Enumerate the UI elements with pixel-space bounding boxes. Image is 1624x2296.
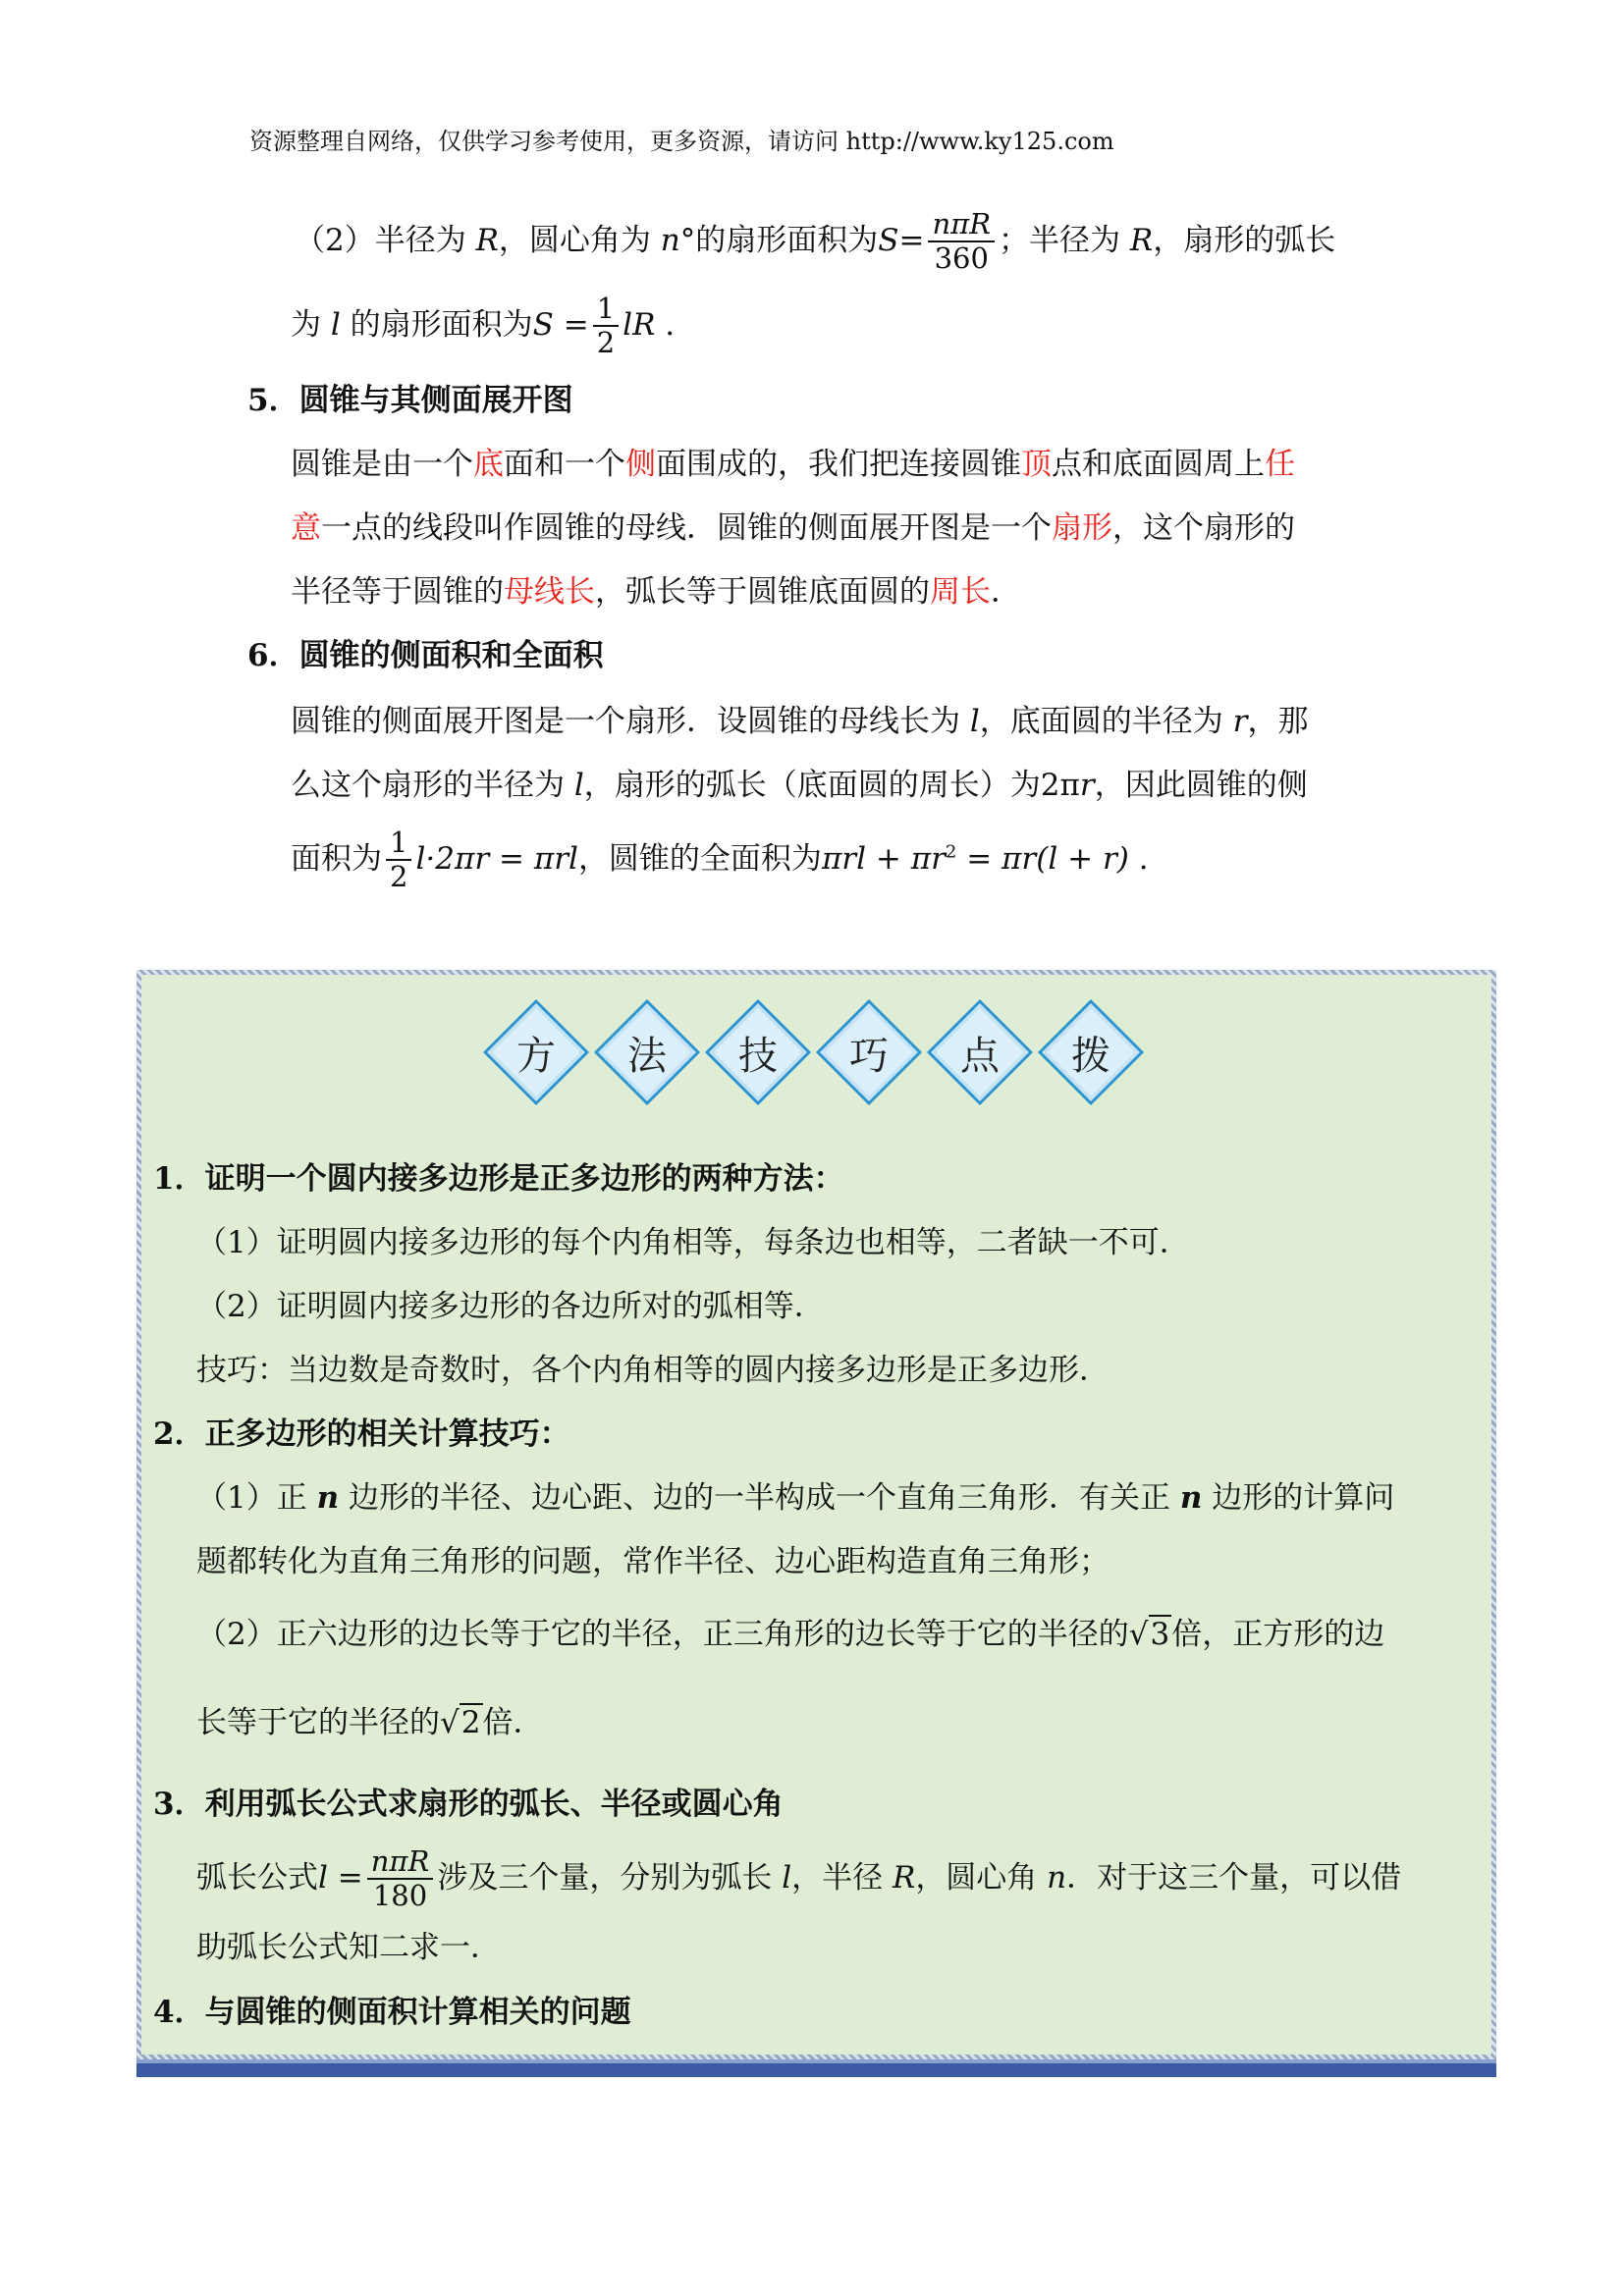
sector-line-1: （2）半径为 R，圆心角为 n°的扇形面积为S= $\frac{\text{nπR}}{360}$ ；半径为 R，扇形的弧长 (295, 207, 1336, 276)
arc-length-fraction: $\frac{\text{nπR}}{180}$ (367, 1845, 434, 1913)
method-3-line-2: 助弧长公式知二求一． (196, 1930, 501, 1965)
section-6-line-2: 么这个扇形的半径为 l，扇形的弧长（底面圆的周长）为2πr，因此圆锥的侧 (291, 768, 1308, 803)
method-4-title: 4．与圆锥的侧面积计算相关的问题 (153, 1995, 631, 2030)
banner-char: 拨 (1071, 1033, 1110, 1079)
section-5-title: 5．圆锥与其侧面展开图 (247, 383, 573, 418)
section-5-line-1: 圆锥是由一个底面和一个侧面围成的，我们把连接圆锥顶点和底面圆周上任 (291, 447, 1295, 482)
method-3-title: 3．利用弧长公式求扇形的弧长、半径或圆心角 (153, 1787, 784, 1822)
banner-char: 巧 (849, 1033, 889, 1079)
section-6-line-3: 面积为 $\frac{1}{2}$ l·2πr = πrl，圆锥的全面积为$\pi rl + \pi r^2 = \pi r(l + r)$ . (291, 826, 1149, 894)
section-6-line-1: 圆锥的侧面展开图是一个扇形．设圆锥的母线长为 l，底面圆的半径为 r，那 (291, 704, 1309, 739)
method-1-tip: 技巧：当边数是奇数时，各个内角相等的圆内接多边形是正多边形． (196, 1353, 1110, 1388)
method-2-line-1: （1）正 n 边形的半径、边心距、边的一半构成一个直角三角形．有关正 n 边形的计算问 (196, 1480, 1395, 1516)
method-1-point-1: （1）证明圆内接多边形的每个内角相等，每条边也相等，二者缺一不可． (196, 1225, 1190, 1260)
page-header: 资源整理自网络，仅供学习参考使用，更多资源，请访问 http://www.ky125.com (249, 128, 1114, 155)
section-5-line-3: 半径等于圆锥的母线长，弧长等于圆锥底面圆的周长． (291, 574, 1021, 610)
banner-char: 点 (960, 1033, 1000, 1079)
sqrt-2: √2 (440, 1705, 481, 1740)
method-1-point-2: （2）证明圆内接多边形的各边所对的弧相等． (196, 1289, 825, 1324)
banner-char: 方 (516, 1033, 556, 1079)
method-2-line-4: 长等于它的半径的√2倍． (196, 1705, 544, 1740)
banner-char: 法 (627, 1033, 667, 1079)
section-5-line-2: 意一点的线段叫作圆锥的母线．圆锥的侧面展开图是一个扇形，这个扇形的 (291, 510, 1295, 546)
method-3-line-1: 弧长公式l = $\frac{\text{nπR}}{180}$ 涉及三个量，分别为弧长 l，半径 R，圆心角 n．对于这三个量，可以借 (196, 1844, 1402, 1913)
sqrt-3: √3 (1128, 1617, 1170, 1652)
section-6-title: 6．圆锥的侧面积和全面积 (247, 638, 604, 673)
sector-line-2: 为 l 的扇形面积为S = $\frac{1}{2}$ lR . (291, 292, 676, 360)
half-fraction: $\frac{1}{2}$ (386, 827, 411, 894)
method-2-title: 2．正多边形的相关计算技巧： (153, 1416, 570, 1452)
method-2-line-2: 题都转化为直角三角形的问题，常作半径、边心距构造直角三角形； (196, 1544, 1110, 1579)
half-fraction: $\frac{1}{2}$ (593, 293, 619, 360)
sector-area-fraction: $\frac{\text{nπR}}{360}$ (928, 208, 995, 276)
method-1-title: 1．证明一个圆内接多边形是正多边形的两种方法： (153, 1161, 844, 1197)
method-2-line-3: （2）正六边形的边长等于它的半径，正三角形的边长等于它的半径的√3倍，正方形的边 (196, 1617, 1385, 1652)
methods-box-bottom-highlight (136, 2059, 1496, 2063)
banner-char: 技 (738, 1033, 778, 1079)
